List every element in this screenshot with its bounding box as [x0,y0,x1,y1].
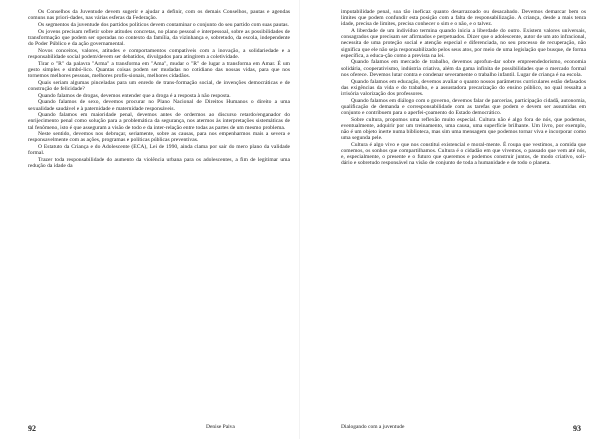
paragraph: Os jovens precisam refletir sobre atitudes concretas, no plano pessoal e interpessoal, sobre as possibilidades de transformação que podem ser operadas no contexto da família, da vizinhança e, sobretudo, da escola, independente do Poder Público e da ação governamental. [28,28,290,47]
author-running-head: Denise Paiva [206,424,235,430]
paragraph: imputabilidade penal, soa tão ineficaz quanto desarrazoado ou desacabado. Devemos demarcar bem os limites que podem confundir esta posição com a falta de responsabilização. A criança, desde a mais tenra idade, precisa de limites, precisa conhecer o sim e o não, e o talvez. [341,9,586,28]
paragraph: Quando falamos em mercado de trabalho, devemos aprofun-dar sobre empreendedorismo, economia solidária, cooperativismo, indústria criativa, além da gama infinita de possibilidades que o mercado formal nos oferece. Devemos lutar contra e condenar severamente o trabalho infantil. Lugar de criança é na escola. [341,59,586,78]
right-page [300,0,600,439]
paragraph: Quando falamos em educação, devemos avaliar o quanto nossos parâmetros curriculares estão defasados das exigências da vida e do trabalho, e a assustadora precarização do ensino público, no qual ressalta a irrisória valorização dos professores. [341,78,586,97]
paragraph: Quais seriam algumas pinceladas para um enredo de trans-formação social, de invenções democráticas e de construção de felicidade? [28,79,290,92]
paragraph: Quando falamos em diálogo com o governo, devemos falar de parcerias, participação cidadã, autonomia, qualificação de demanda e corresponsabilidade com as tarefas que podem e devem ser assumidas em conjunto e contribuem para o aperfei-çoamento do Estado democrático. [341,97,586,116]
paragraph: Os segmentos da juventude dos partidos políticos devem contaminar o conjunto do seu partido com suas pautas. [38,21,289,28]
right-text-column [341,9,586,166]
paragraph: O Estatuto da Criança e do Adolescente (ECA), Lei de 1990, ainda clama por sair do mero plano da validade formal. [28,144,290,157]
paragraph: Os Conselhos da Juventude devem sugerir e ajudar a definir, com os demais Conselhos, pautas e agendas comuns nas priori-dades, nas várias esferas da Federação. [28,9,290,22]
paragraph: Quando falamos de sexo, devemos procurar no Plano Nacional de Direitos Humanos o direito a uma sexualidade saudável e à paternidade e maternidade responsáveis. [28,99,290,112]
paragraph: Novos conceitos, valores, atitudes e comportamentos compatíveis com a inovação, a solidariedade e a responsabilidade social podem/devem ser debatidos, divulgados para atingirem a coletividade. [28,47,290,60]
book-title-running-head: Dialogando com a juventude [341,424,405,430]
paragraph: Quando falamos em maioridade penal, devemos antes de ordermos ao discurso retardo/enganador do enrijecimento penal como solução para a problemática da segurança, nos atermos às interpretações sistemáticas de tal fenômeno, isto é que asseguram a visão de todo e da inter-relação entre todas as partes de um mesmo problema. [28,112,290,131]
paragraph: Neste sentido, devemos nos debruçar, seriamente, sobre as causas, para nos empenharmos mais a severa e responsavelmente com as ações, programas e políticas públicas preventivas. [28,131,290,144]
left-text-column [28,9,290,169]
paragraph: Cultura é algo vivo e que nos constitui existencial e moral-mente. É roupa que vestimos, a comida que comemos, os sonhos que compartilhamos. Cultura é o cidadão em que vivemos, o passado que vem até nós, e, especialmente, o presente e o futuro que queremos e podemos construir juntos, de modo criativo, soli-dário e sobretudo responsável na visão de conjunto de toda a humanidade e de todo o planeta. [341,141,586,167]
paragraph: Quando falamos de drogas, devemos entender que a droga é a resposta à não resposta. [38,92,231,99]
paragraph: Sobre cultura, propomos uma reflexão muito especial. Cultura não é algo fora de nós, que podemos, eventualmente, adquirir por um treinamento, uma causa, uma superfície brilhante. Um livro, por exemplo, não é um objeto inerte numa biblioteca, mas sim uma mensagem que podemos tornar viva e incorporar como uma segunda pele. [341,116,586,142]
paragraph: Tirar o "R" da palavra "Arma" a transforma em "Ama", mudar o "R" de lugar a transforma em Amar. É um gesto simples e simbó-lico. Quantas coisas podem ser mudadas no cotidiano das nossas vidas, para que nos tornemos melhores pessoas, melhores profis-sionais, melhores cidadãos. [28,60,290,79]
left-page-number: 92 [28,424,36,433]
paragraph: Trazer toda responsabilidade do aumento da violência urbana para os adolescentes, a fim de legitimar uma redução da idade da [28,157,290,170]
paragraph: A liberdade de um indivíduo termina quando inicia a liberdade do outro. Existem valores universais, consagrados que precisam ser afirmados e perpetuados. Dizer que o adolescente, autor de um ato infracional, necessita de uma proteção social e atenção especial e diferenciada, no seu processo de recuperação, não significa que ele não seja responsabilizado pelos seus atos, por meio de uma legislação que busque, de forma específica, a educa-ção como a prevista na lei. [341,28,586,59]
right-page-number: 93 [573,424,581,433]
